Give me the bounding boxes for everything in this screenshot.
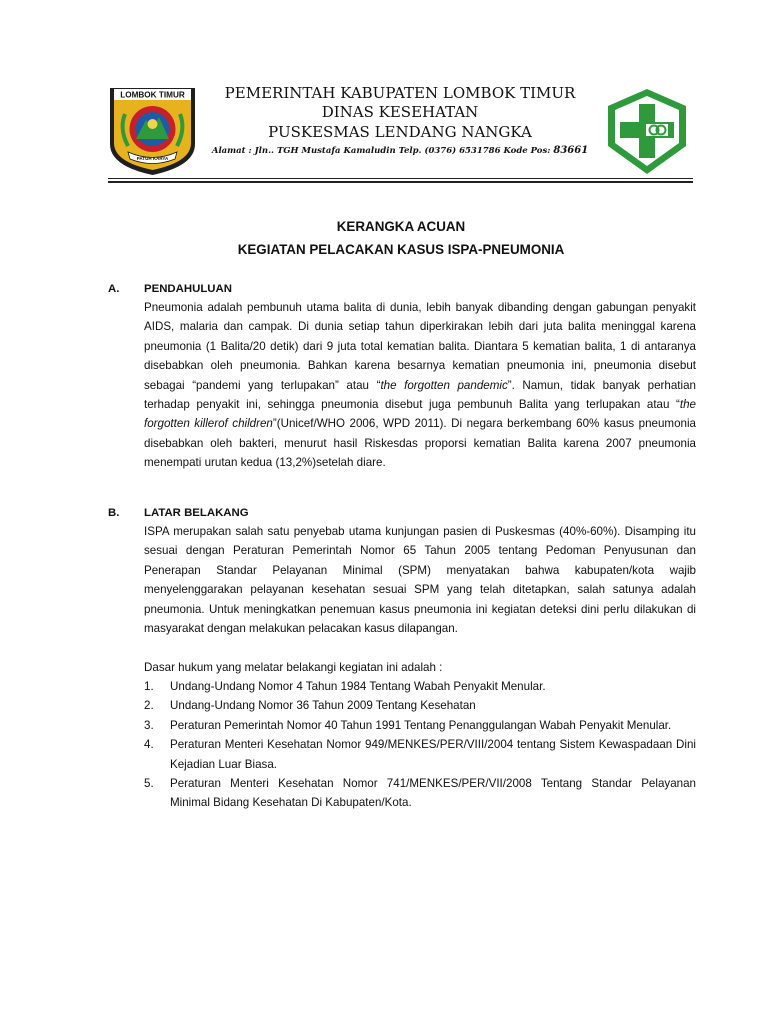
- section-a-text-1: Pneumonia adalah pembunuh utama balita di dunia, lebih banyak dibanding dengan gabungan penyakit AIDS, malaria dan campak. Di dunia setiap tahun diperkirakan lebih dari juta balita meninggal karena pneumonia (1 Balita/20 detik) dari 9 juta total kematian balita. Diantara 5 kematian balita, 1 di antaranya disebabkan oleh pneumonia. Bahkan karena besarnya kematian pneumonia ini, pneumonia disebut sebagai “pandemi yang terlupakan” atau “: [144, 301, 696, 392]
- address-text: Alamat : Jln.. TGH Mustafa Kamaludin Telp. (0376) 6531786 Kode Pos:: [211, 146, 554, 156]
- postal-code: 83661: [553, 145, 589, 156]
- emblem-top-label: LOMBOK TIMUR: [120, 90, 185, 100]
- list-item-number: 3.: [144, 718, 154, 732]
- list-item: [144, 735, 696, 774]
- section-a-italic-2: the forgotten killerof children: [144, 398, 696, 431]
- emblem-motto-label: PATUH KARYA: [136, 156, 169, 161]
- legal-basis-list: [144, 677, 696, 813]
- section-a-text-2: ”. Namun, tidak banyak perhatian terhadap penyakit ini, sehingga pneumonia disebut juga pembunuh Balita yang terlupakan atau “: [144, 378, 696, 412]
- letterhead-puskesmas: PUSKESMAS LENDANG NANGKA: [268, 123, 532, 141]
- list-item-number: 1.: [144, 680, 154, 693]
- section-a-paragraph: [144, 298, 696, 473]
- section-b-letter: B.: [108, 507, 120, 519]
- letterhead-government: PEMERINTAH KABUPATEN LOMBOK TIMUR: [224, 84, 576, 102]
- section-a-letter: A.: [108, 283, 120, 295]
- letterhead-divider-thin: [108, 178, 693, 179]
- list-item: [144, 677, 696, 696]
- list-item: [144, 696, 696, 715]
- section-b-paragraph: ISPA merupakan salah satu penyebab utama kunjungan pasien di Puskesmas (40%-60%). Disamping itu sesuai dengan Peraturan Pemerintah Nomor 65 Tahun 2005 tentang Pedoman Penyusunan dan Penerapan Standar Pelayanan Minimal (SPM) menyatakan bahwa kabupaten/kota wajib menyelenggarakan pelayanan kesehatan sesuai SPM yang telah ditetapkan, salah satunya adalah pneumonia. Untuk meningkatkan penemuan kasus pneumonia ini kegiatan deteksi dini perlu dilakukan di masyarakat dengan melakukan pelacakan kasus dilapangan.: [144, 525, 696, 636]
- letterhead-address: [200, 145, 600, 156]
- section-b-heading: LATAR BELAKANG: [144, 507, 249, 519]
- list-item-number: 2.: [144, 699, 154, 713]
- letterhead-text: [200, 84, 600, 156]
- puskesmas-logo-icon: [602, 86, 692, 178]
- list-item: [144, 716, 696, 735]
- letterhead-agency: DINAS KESEHATAN: [321, 103, 479, 121]
- list-item-text: Undang-Undang Nomor 36 Tahun 2009 Tentang Kesehatan: [170, 699, 476, 713]
- document-title: KERANGKA ACUAN: [336, 219, 466, 234]
- list-item-text: Peraturan Menteri Kesehatan Nomor 949/MENKES/PER/VIII/2004 tentang Sistem Kewaspadaan Dini Kejadian Luar Biasa.: [170, 738, 696, 771]
- section-a-text-3: ”(Unicef/WHO 2006, WPD 2011). Di negara berkembang 60% kasus pneumonia disebabkan oleh bakteri, menurut hasil Riskesdas proporsi kematian Balita karena 2007 pneumonia menempati urutan kedua (13,2%)setelah diare.: [144, 417, 697, 470]
- document-subtitle: KEGIATAN PELACAKAN KASUS ISPA-PNEUMONIA: [237, 242, 565, 257]
- section-a-heading: PENDAHULUAN: [144, 283, 232, 295]
- list-item-text: Peraturan Pemerintah Nomor 40 Tahun 1991 Tentang Penanggulangan Wabah Penyakit Menular.: [170, 718, 672, 732]
- list-item-text: Undang-Undang Nomor 4 Tahun 1984 Tentang Wabah Penyakit Menular.: [170, 680, 546, 693]
- list-item-text: Peraturan Menteri Kesehatan Nomor 741/MENKES/PER/VII/2008 Tentang Standar Pelayanan Minimal Bidang Kesehatan Di Kabupaten/Kota.: [170, 777, 696, 810]
- legal-basis-intro: Dasar hukum yang melatar belakangi kegiatan ini adalah :: [144, 661, 443, 674]
- lombok-timur-emblem-icon: [106, 84, 199, 177]
- list-item-number: 4.: [144, 738, 154, 752]
- list-item-number: 5.: [144, 777, 154, 791]
- list-item: [144, 774, 696, 813]
- section-a-italic-1: the forgotten pandemic: [380, 378, 508, 392]
- letterhead-divider-thick: [108, 181, 693, 183]
